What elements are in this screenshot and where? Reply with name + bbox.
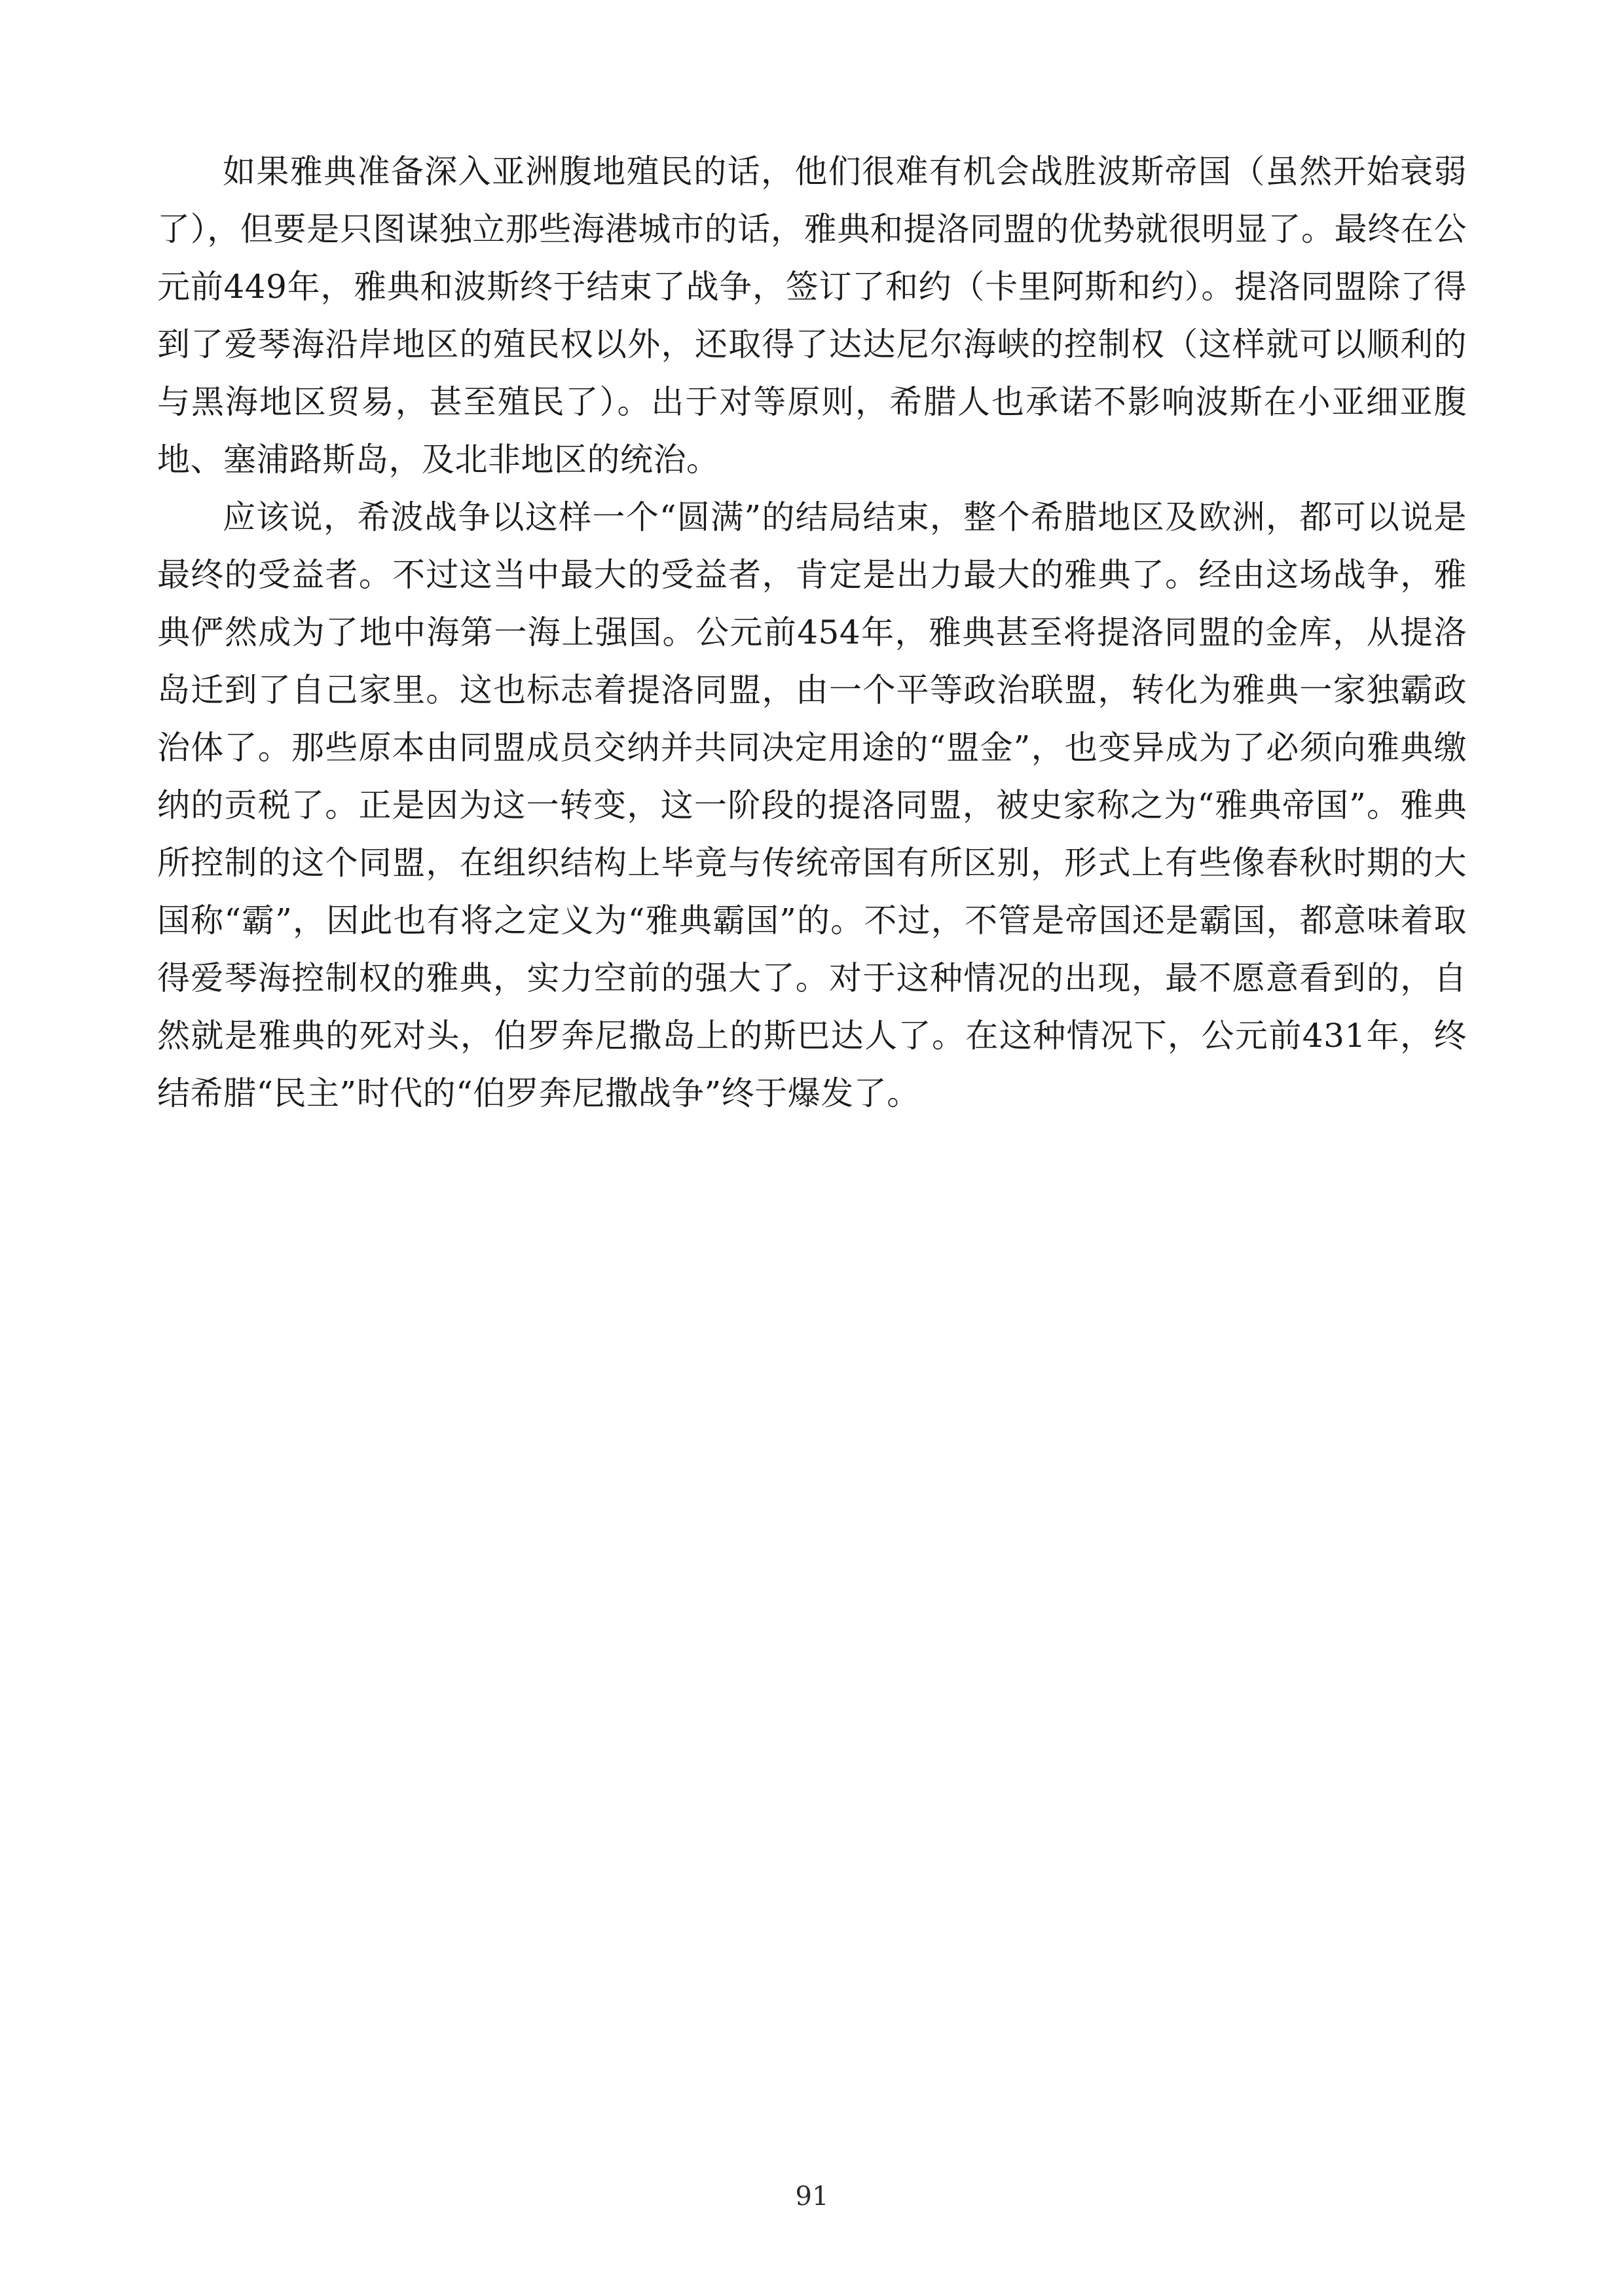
paragraph-2: 应该说，希波战争以这样一个“圆满”的结局结束，整个希腊地区及欧洲，都可以说是最终的受益者。不过这当中最大的受益者，肯定是出力最大的雅典了。经由这场战争，雅典俨然成为了地中海第一海上强国。公元前454年，雅典甚至将提洛同盟的金库，从提洛岛迁到了自己家里。这也标志着提洛同盟，由一个平等政治联盟，转化为雅典一家独霸政治体了。那些原本由同盟成员交纳并共同决定用途的“盟金”，也变异成为了必须向雅典缴纳的贡税了。正是因为这一转变，这一阶段的提洛同盟，被史家称之为“雅典帝国”。雅典所控制的这个同盟，在组织结构上毕竟与传统帝国有所区别，形式上有些像春秋时期的大国称“霸”，因此也有将之定义为“雅典霸国”的。不过，不管是帝国还是霸国，都意味着取得爱琴海控制权的雅典，实力空前的强大了。对于这种情况的出现，最不愿意看到的，自然就是雅典的死对头，伯罗奔尼撒岛上的斯巴达人了。在这种情况下，公元前431年，终结希腊“民主”时代的“伯罗奔尼撒战争”终于爆发了。 bbox=[157, 498, 1467, 1112]
paragraph-1: 如果雅典准备深入亚洲腹地殖民的话，他们很难有机会战胜波斯帝国（虽然开始衰弱了），但要是只图谋独立那些海港城市的话，雅典和提洛同盟的优势就很明显了。最终在公元前449年，雅典和波斯终于结束了战争，签订了和约（卡里阿斯和约）。提洛同盟除了得到了爱琴海沿岸地区的殖民权以外，还取得了达达尼尔海峡的控制权（这样就可以顺利的与黑海地区贸易，甚至殖民了）。出于对等原则，希腊人也承诺不影响波斯在小亚细亚腹地、塞浦路斯岛，及北非地区的统治。 bbox=[157, 153, 1467, 479]
body-text bbox=[157, 143, 1467, 1122]
page-number: 91 bbox=[795, 2181, 829, 2212]
